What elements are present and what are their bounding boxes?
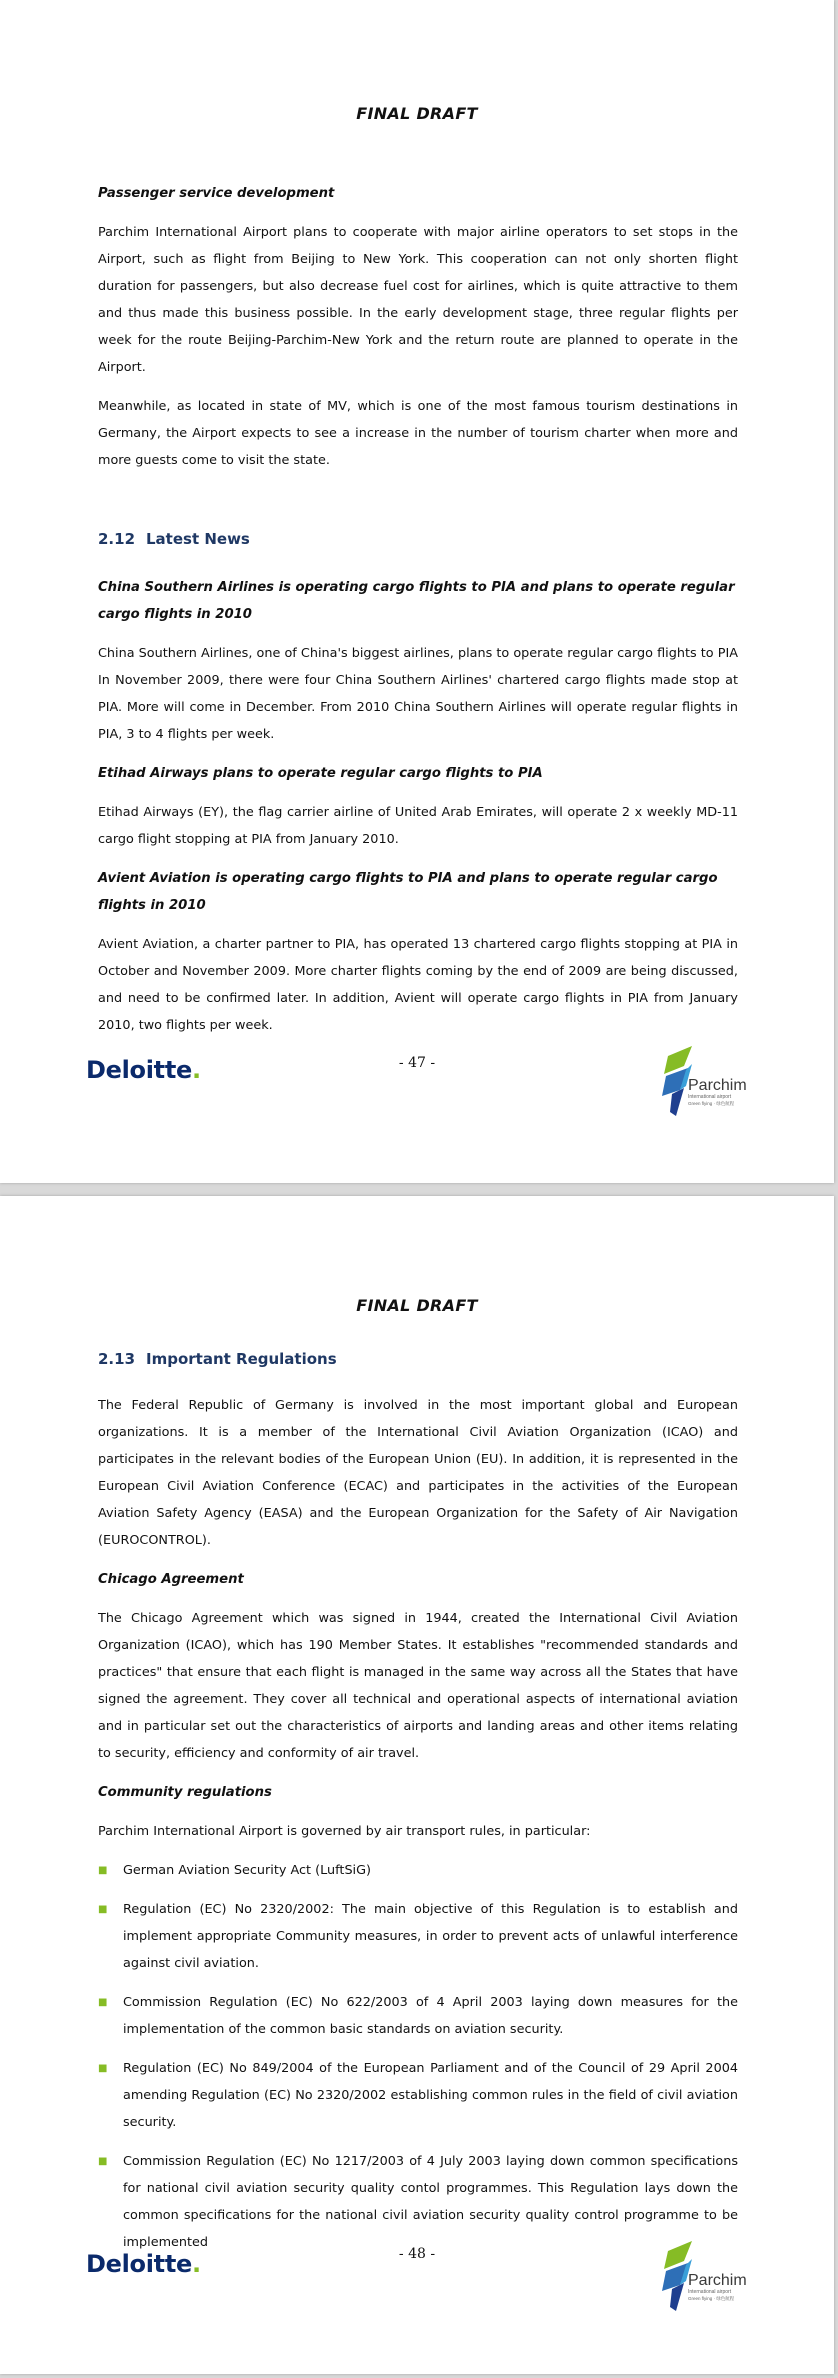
subsection-heading-chicago: Chicago Agreement: [98, 1572, 244, 1587]
section-number: 2.12: [98, 530, 136, 548]
page-header: FINAL DRAFT: [356, 104, 478, 123]
parchim-logo: [662, 2241, 752, 2313]
bullet-icon: ■: [98, 2156, 108, 2167]
paragraph: Meanwhile, as located in state of MV, which is one of the most famous tourism destinations in Germany, the Airport expects to see a increase in the number of tourism charter when more and more guests come to visit the state.: [98, 399, 738, 468]
page-header: FINAL DRAFT: [356, 1296, 478, 1315]
news-heading: Etihad Airways plans to operate regular cargo flights to PIA: [98, 766, 543, 781]
deloitte-logo-text: Deloitte: [86, 2250, 192, 2278]
paragraph: Parchim International Airport plans to cooperate with major airline operators to set stops in the Airport, such as flight from Beijing to New York. This cooperation can not only shorten flight duration for passengers, but also decrease fuel cost for airlines, which is quite attractive to them and thus made this business possible. In the early development stage, three regular flights per week for the route Beijing-Parchim-New York and the return route are planned to operate in the Airport.: [98, 225, 738, 375]
parchim-logo-graphic: [662, 1046, 752, 1118]
deloitte-logo-dot: .: [191, 1056, 201, 1084]
deloitte-logo-dot: .: [191, 2250, 201, 2278]
bullet-icon: ■: [98, 1865, 108, 1876]
section-title-latest-news: [98, 528, 738, 550]
section-title-important-regulations: [98, 1348, 738, 1370]
section-title: Important Regulations: [146, 1350, 337, 1368]
regulation-list: [98, 1857, 738, 2256]
parchim-logo-sub: International airport: [688, 2289, 732, 2295]
news-body: Avient Aviation, a charter partner to PIA, has operated 13 chartered cargo flights stopping at PIA in October and November 2009. More charter flights coming by the end of 2009 are being discussed, and need to be confirmed later. In addition, Avient will operate cargo flights in PIA from January 2010, two flights per week.: [98, 937, 738, 1033]
bullet-icon: ■: [98, 2063, 108, 2074]
parchim-logo-name: Parchim: [688, 1077, 747, 1094]
deloitte-logo: [86, 2250, 201, 2278]
parchim-logo-tag: Green flying · 绿色航程: [688, 2296, 735, 2301]
list-item: ■ German Aviation Security Act (LuftSiG): [98, 1857, 738, 1884]
parchim-logo-sub: International airport: [688, 1094, 732, 1100]
page-body: [98, 1348, 738, 2256]
section-number: 2.13: [98, 1350, 136, 1368]
list-item: ■ Regulation (EC) No 849/2004 of the European Parliament and of the Council of 29 April 2004 amending Regulation (EC) No 2320/2002 establishing common rules in the field of civil aviation security.: [98, 2055, 738, 2136]
news-body: Etihad Airways (EY), the flag carrier airline of United Arab Emirates, will operate 2 x weekly MD-11 cargo flight stopping at PIA from January 2010.: [98, 805, 738, 847]
parchim-logo-tag: Green flying · 绿色航程: [688, 1101, 735, 1106]
subsection-heading-community: Community regulations: [98, 1785, 272, 1800]
bullet-icon: ■: [98, 1904, 108, 1915]
paragraph-chicago: The Chicago Agreement which was signed in 1944, created the International Civil Aviation Organization (ICAO), which has 190 Member States. It establishes "recommended standards and practices" that ensure that each flight is managed in the same way across all the States that have signed the agreement. They cover all technical and operational aspects of international aviation and in particular set out the characteristics of airports and landing areas and other items relating to security, efficiency and conformity of air travel.: [98, 1611, 738, 1761]
list-item: ■ Commission Regulation (EC) No 1217/2003 of 4 July 2003 laying down common specifications for national civil aviation security quality contol programmes. This Regulation lays down the common specifications for the national civil aviation security quality control programme to be implemented: [98, 2148, 738, 2256]
bullet-icon: ■: [98, 1997, 108, 2008]
deloitte-logo-text: Deloitte: [86, 1056, 192, 1084]
document-page-47: [0, 0, 834, 1183]
news-heading: China Southern Airlines is operating cargo flights to PIA and plans to operate regular cargo flights in 2010: [98, 580, 735, 622]
page-body: [98, 180, 738, 1039]
section-heading-passenger: Passenger service development: [98, 186, 335, 201]
deloitte-logo: [86, 1056, 201, 1084]
parchim-logo: [662, 1046, 752, 1118]
list-item: ■ Regulation (EC) No 2320/2002: The main objective of this Regulation is to establish and implement appropriate Community measures, in order to prevent acts of unlawful interference against civil aviation.: [98, 1896, 738, 1977]
news-heading: Avient Aviation is operating cargo flights to PIA and plans to operate regular cargo flights in 2010: [98, 871, 718, 913]
parchim-logo-graphic: [662, 2241, 752, 2313]
section-title: Latest News: [146, 530, 250, 548]
news-body: China Southern Airlines, one of China's biggest airlines, plans to operate regular cargo flights to PIA In November 2009, there were four China Southern Airlines' chartered cargo flights made stop at PIA. More will come in December. From 2010 China Southern Airlines will operate regular flights in PIA, 3 to 4 flights per week.: [98, 646, 738, 742]
paragraph-intro: The Federal Republic of Germany is involved in the most important global and European organizations. It is a member of the International Civil Aviation Organization (ICAO) and participates in the relevant bodies of the European Union (EU). In addition, it is represented in the European Civil Aviation Conference (ECAC) and participates in the activities of the European Aviation Safety Agency (EASA) and the European Organization for the Safety of Air Navigation (EUROCONTROL).: [98, 1398, 738, 1548]
page-number: - 47 -: [398, 1055, 436, 1071]
document-page-48: [0, 1196, 834, 2374]
paragraph-community: Parchim International Airport is governed by air transport rules, in particular:: [98, 1824, 591, 1839]
list-item: ■ Commission Regulation (EC) No 622/2003 of 4 April 2003 laying down measures for the implementation of the common basic standards on aviation security.: [98, 1989, 738, 2043]
parchim-logo-name: Parchim: [688, 2272, 747, 2289]
page-number: - 48 -: [398, 2246, 436, 2262]
